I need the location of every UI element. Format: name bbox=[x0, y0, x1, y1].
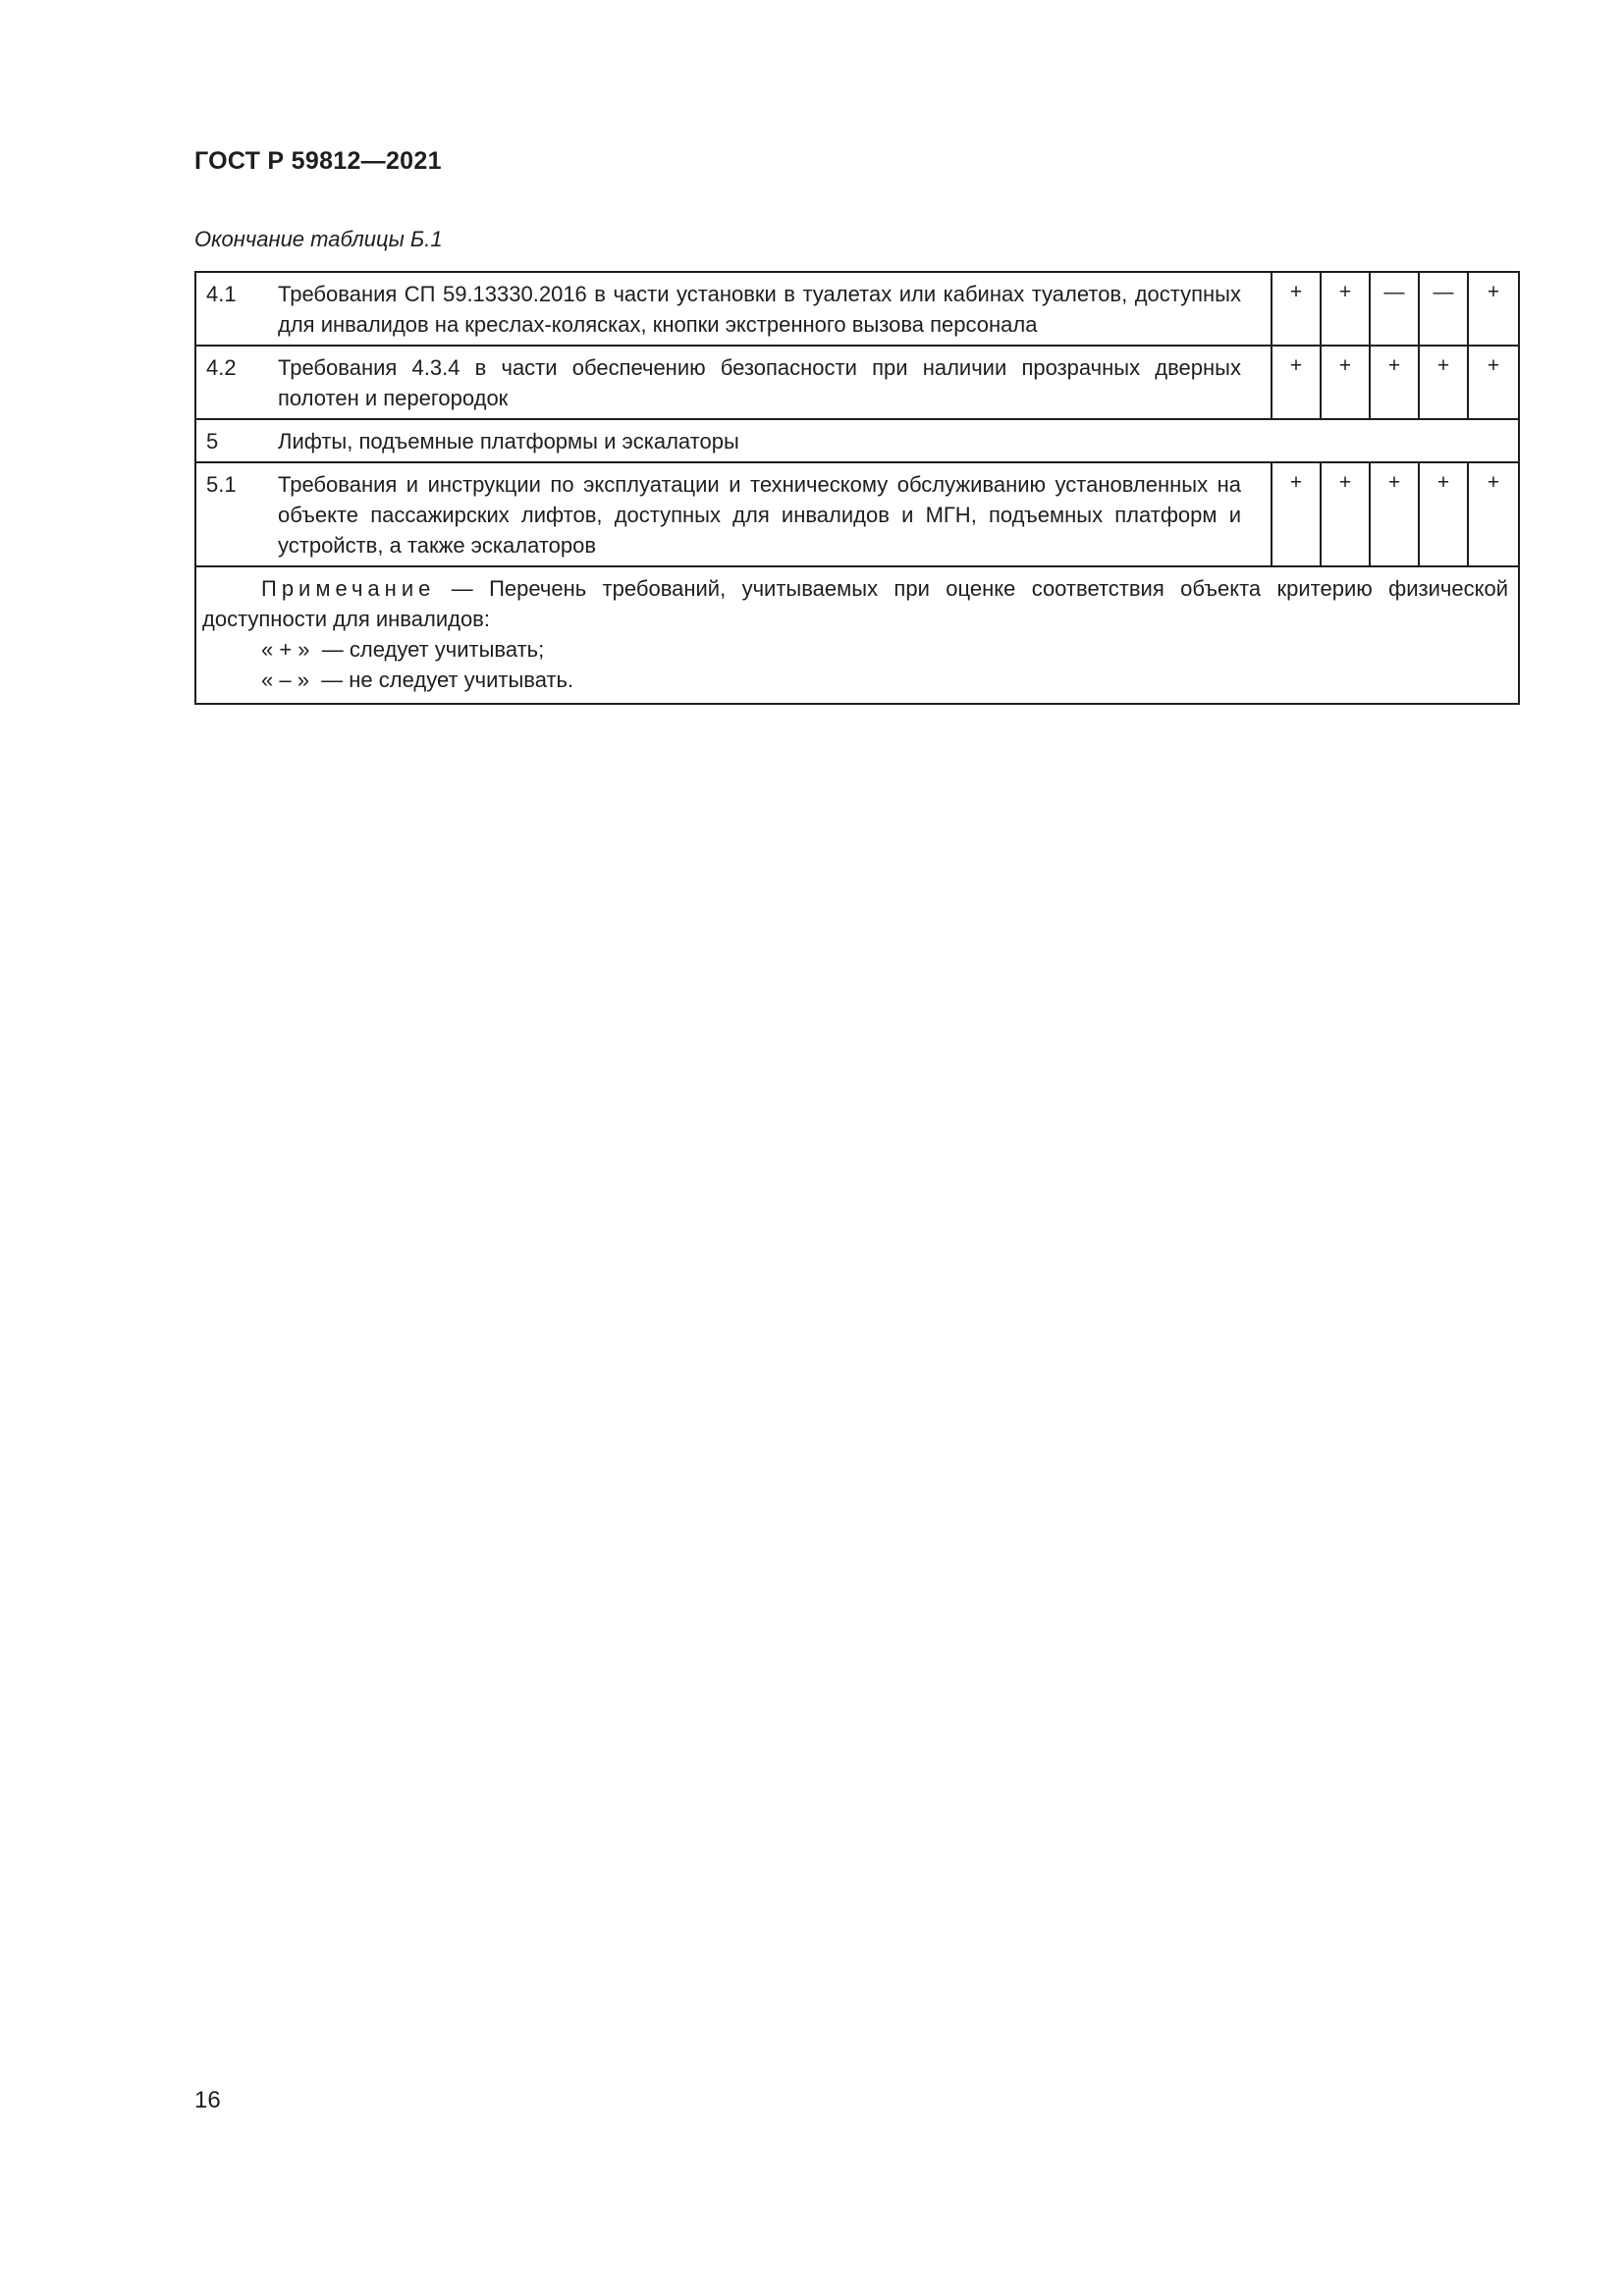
table-row-5-1 bbox=[195, 462, 1519, 566]
row-mark: + bbox=[1321, 462, 1370, 566]
requirements-table bbox=[194, 271, 1520, 705]
section-title: Лифты, подъемные платформы и эскалаторы bbox=[278, 419, 1519, 462]
row-number: 4.1 bbox=[195, 272, 278, 346]
note-text: — Перечень требований, учитываемых при оценке соответствия объекта критерию физической доступности для инвалидов: bbox=[202, 576, 1508, 631]
row-mark: + bbox=[1272, 346, 1321, 419]
row-mark: + bbox=[1468, 272, 1519, 346]
row-number: 4.2 bbox=[195, 346, 278, 419]
legend-symbol: « – » bbox=[261, 667, 309, 692]
table-caption: Окончание таблицы Б.1 bbox=[194, 227, 443, 251]
row-number: 5.1 bbox=[195, 462, 278, 566]
row-mark: — bbox=[1370, 272, 1419, 346]
row-mark: + bbox=[1370, 462, 1419, 566]
note-legend-minus bbox=[202, 665, 1508, 695]
note-legend-plus bbox=[202, 634, 1508, 665]
row-mark: + bbox=[1419, 462, 1468, 566]
table-row-4-1 bbox=[195, 272, 1519, 346]
note-label: Примечание bbox=[261, 576, 436, 601]
row-mark: — bbox=[1419, 272, 1468, 346]
legend-meaning: — следует учитывать; bbox=[321, 637, 545, 662]
row-text: Требования и инструкции по эксплуатации и техническому обслуживанию установленных на объекте пассажирских лифтов, доступных для инвалидов и МГН, подъемных платформ и устройств, а также эскалаторов bbox=[278, 462, 1272, 566]
row-mark: + bbox=[1321, 346, 1370, 419]
page-number: 16 bbox=[194, 2087, 221, 2113]
legend-symbol: « + » bbox=[261, 637, 310, 662]
legend-meaning: — не следует учитывать. bbox=[321, 667, 574, 692]
row-text: Требования СП 59.13330.2016 в части установки в туалетах или кабинах туалетов, доступных для инвалидов на креслах-колясках, кнопки экстренного вызова персонала bbox=[278, 272, 1272, 346]
row-mark: + bbox=[1272, 272, 1321, 346]
row-mark: + bbox=[1370, 346, 1419, 419]
row-mark: + bbox=[1272, 462, 1321, 566]
table-note-row bbox=[195, 566, 1519, 704]
table-row-4-2 bbox=[195, 346, 1519, 419]
row-mark: + bbox=[1321, 272, 1370, 346]
row-mark: + bbox=[1419, 346, 1468, 419]
row-number: 5 bbox=[195, 419, 278, 462]
table-row-5-section bbox=[195, 419, 1519, 462]
document-header: ГОСТ Р 59812—2021 bbox=[194, 147, 442, 175]
row-text: Требования 4.3.4 в части обеспечению безопасности при наличии прозрачных дверных полотен и перегородок bbox=[278, 346, 1272, 419]
table-note bbox=[195, 566, 1519, 704]
row-mark: + bbox=[1468, 462, 1519, 566]
row-mark: + bbox=[1468, 346, 1519, 419]
